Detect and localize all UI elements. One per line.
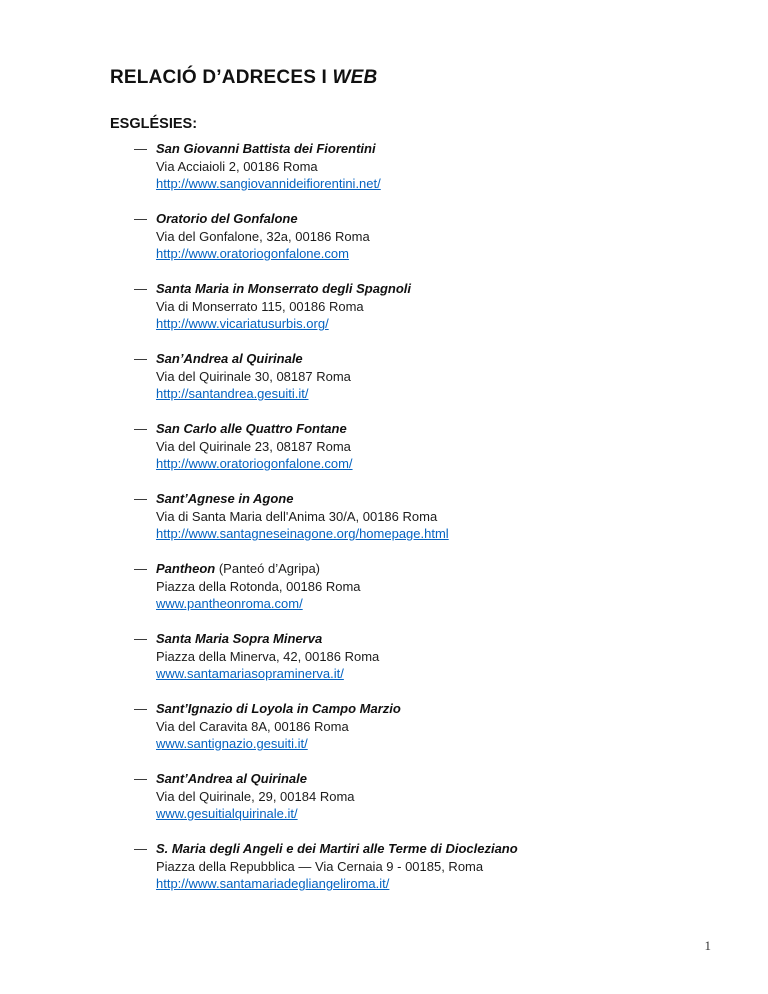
church-address: Piazza della Minerva, 42, 00186 Roma bbox=[156, 648, 380, 664]
church-name: Santa Maria Sopra Minerva bbox=[156, 631, 323, 646]
dash-bullet: — bbox=[134, 701, 147, 716]
church-link[interactable]: http://www.vicariatusurbis.org/ bbox=[156, 316, 329, 331]
church-address: Via del Quirinale 30, 08187 Roma bbox=[156, 368, 351, 384]
church-link-line bbox=[156, 875, 678, 893]
church-address: Via del Quirinale, 29, 00184 Roma bbox=[156, 788, 355, 804]
church-link-line bbox=[156, 385, 678, 403]
church-link[interactable]: http://www.santamariadegliangeliroma.it/ bbox=[156, 876, 390, 891]
church-address: Via di Santa Maria dell'Anima 30/A, 00186 Roma bbox=[156, 508, 438, 524]
church-name-line bbox=[156, 630, 678, 648]
church-address: Via del Quirinale 23, 08187 Roma bbox=[156, 438, 351, 454]
church-link[interactable]: http://santandrea.gesuiti.it/ bbox=[156, 386, 309, 401]
church-name-line bbox=[156, 700, 678, 718]
church-link[interactable]: http://www.oratoriogonfalone.com bbox=[156, 246, 349, 261]
church-entry-body bbox=[156, 210, 678, 263]
church-name: Sant’Agnese in Agone bbox=[156, 491, 294, 506]
church-name-line bbox=[156, 560, 678, 578]
church-link-line bbox=[156, 315, 678, 333]
church-link-line bbox=[156, 175, 678, 193]
church-link[interactable]: www.gesuitialquirinale.it/ bbox=[156, 806, 298, 821]
dash-bullet: — bbox=[134, 561, 147, 576]
church-link-line bbox=[156, 455, 678, 473]
church-name-line bbox=[156, 770, 678, 788]
church-name-line bbox=[156, 280, 678, 298]
church-entry-body bbox=[156, 140, 678, 193]
church-name-line bbox=[156, 490, 678, 508]
church-entry bbox=[134, 140, 678, 193]
church-entry-body bbox=[156, 280, 678, 333]
church-link[interactable]: www.santamariasopraminerva.it/ bbox=[156, 666, 344, 681]
church-name: San’Andrea al Quirinale bbox=[156, 351, 303, 366]
church-address: Via del Gonfalone, 32a, 00186 Roma bbox=[156, 228, 370, 244]
church-address: Via del Caravita 8A, 00186 Roma bbox=[156, 718, 349, 734]
church-entry-body bbox=[156, 560, 678, 613]
page-title bbox=[110, 66, 678, 89]
church-name: Pantheon bbox=[156, 561, 216, 576]
church-entry-body bbox=[156, 630, 678, 683]
church-name-line bbox=[156, 350, 678, 368]
church-entry bbox=[134, 490, 678, 543]
church-entry-body bbox=[156, 350, 678, 403]
church-name-line bbox=[156, 140, 678, 158]
church-link-line bbox=[156, 805, 678, 823]
church-entry bbox=[134, 700, 678, 753]
church-link[interactable]: www.pantheonroma.com/ bbox=[156, 596, 303, 611]
church-entry-body bbox=[156, 700, 678, 753]
church-entry-body bbox=[156, 490, 678, 543]
church-entry bbox=[134, 350, 678, 403]
dash-bullet: — bbox=[134, 141, 147, 156]
church-entry bbox=[134, 840, 678, 893]
church-entry-body bbox=[156, 420, 678, 473]
church-link[interactable]: www.santignazio.gesuiti.it/ bbox=[156, 736, 308, 751]
church-name-note: (Panteó d’Agripa) bbox=[215, 561, 321, 576]
church-name: San Giovanni Battista dei Fiorentini bbox=[156, 141, 376, 156]
church-name-line bbox=[156, 840, 678, 858]
church-link-line bbox=[156, 735, 678, 753]
church-link-line bbox=[156, 245, 678, 263]
page-title-italic-text: WEB bbox=[332, 67, 378, 88]
church-name: S. Maria degli Angeli e dei Martiri alle Terme di Diocleziano bbox=[156, 841, 518, 856]
church-entry-body bbox=[156, 840, 678, 893]
church-list bbox=[110, 140, 678, 893]
church-address: Piazza della Rotonda, 00186 Roma bbox=[156, 578, 361, 594]
dash-bullet: — bbox=[134, 421, 147, 436]
dash-bullet: — bbox=[134, 211, 147, 226]
church-name: Oratorio del Gonfalone bbox=[156, 211, 298, 226]
church-entry bbox=[134, 210, 678, 263]
page-number: 1 bbox=[704, 938, 711, 953]
church-entry bbox=[134, 630, 678, 683]
dash-bullet: — bbox=[134, 351, 147, 366]
church-link-line bbox=[156, 525, 678, 543]
church-link[interactable]: http://www.santagneseinagone.org/homepage.html bbox=[156, 526, 449, 541]
church-name-line bbox=[156, 210, 678, 228]
church-address: Piazza della Repubblica — Via Cernaia 9 - 00185, Roma bbox=[156, 858, 484, 874]
page-title-text: RELACIÓ D’ADRECES I bbox=[110, 67, 333, 88]
church-link[interactable]: http://www.oratoriogonfalone.com/ bbox=[156, 456, 353, 471]
church-name: Santa Maria in Monserrato degli Spagnoli bbox=[156, 281, 411, 296]
church-link-line bbox=[156, 595, 678, 613]
church-link[interactable]: http://www.sangiovannideifiorentini.net/ bbox=[156, 176, 381, 191]
church-entry bbox=[134, 560, 678, 613]
church-entry bbox=[134, 770, 678, 823]
dash-bullet: — bbox=[134, 631, 147, 646]
church-name: Sant’Ignazio di Loyola in Campo Marzio bbox=[156, 701, 401, 716]
church-entry bbox=[134, 420, 678, 473]
church-address: Via di Monserrato 115, 00186 Roma bbox=[156, 298, 364, 314]
church-name: Sant’Andrea al Quirinale bbox=[156, 771, 307, 786]
church-name-line bbox=[156, 420, 678, 438]
church-entry bbox=[134, 280, 678, 333]
dash-bullet: — bbox=[134, 841, 147, 856]
church-link-line bbox=[156, 665, 678, 683]
dash-bullet: — bbox=[134, 771, 147, 786]
church-name: San Carlo alle Quattro Fontane bbox=[156, 421, 347, 436]
section-heading: ESGLÉSIES: bbox=[110, 116, 198, 132]
church-entry-body bbox=[156, 770, 678, 823]
dash-bullet: — bbox=[134, 491, 147, 506]
dash-bullet: — bbox=[134, 281, 147, 296]
church-address: Via Acciaioli 2, 00186 Roma bbox=[156, 158, 318, 174]
